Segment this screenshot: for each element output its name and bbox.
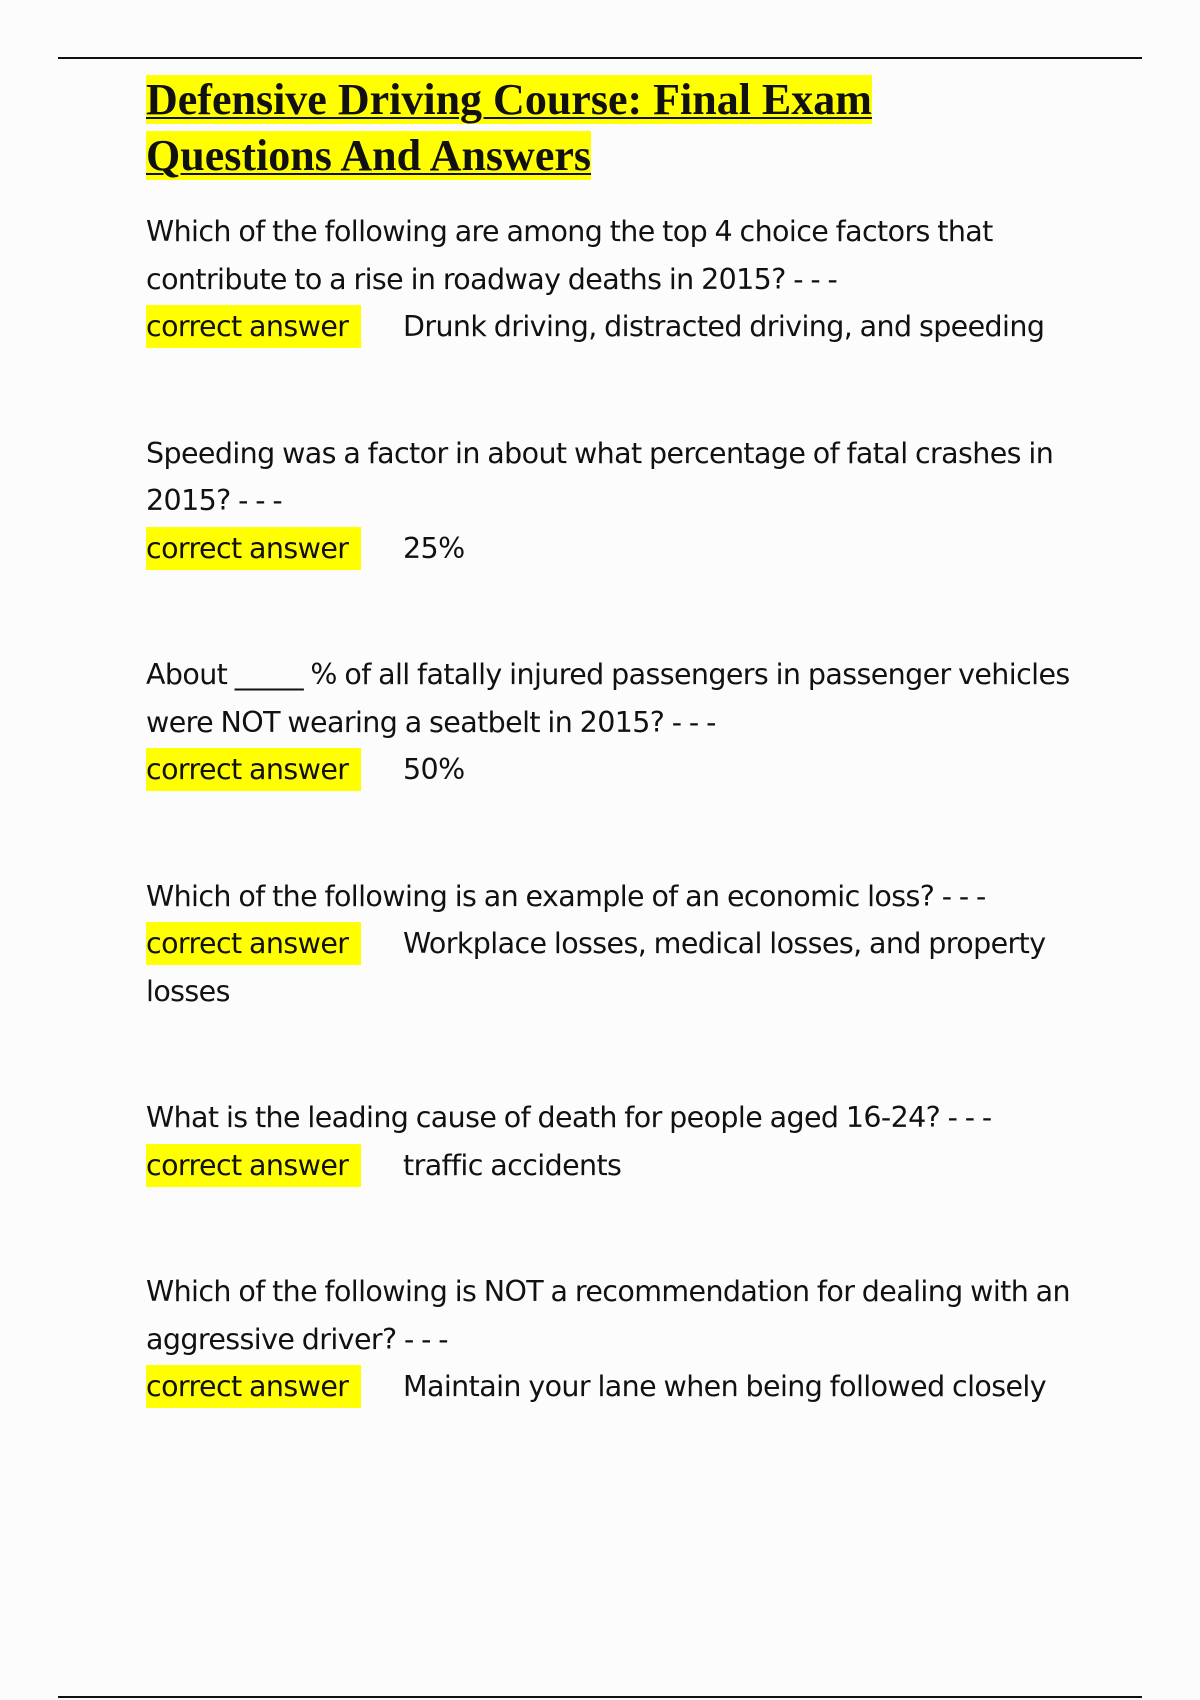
question-text: Which of the following are among the top 4 choice factors that contribute to a rise in roadway deaths in 2015? - - - — [146, 215, 993, 296]
correct-answer-tag: correct answer — [146, 527, 361, 570]
top-rule — [58, 57, 1142, 59]
bottom-rule — [58, 1696, 1142, 1698]
document-body — [146, 72, 1106, 1411]
answer-line — [146, 746, 1106, 794]
answer-line — [146, 1142, 1106, 1190]
correct-answer-tag: correct answer — [146, 1144, 361, 1187]
correct-answer-tag: correct answer — [146, 305, 361, 348]
question-text: Speeding was a factor in about what percentage of fatal crashes in 2015? - - - — [146, 436, 1054, 517]
answer-text: Drunk driving, distracted driving, and speeding — [403, 310, 1045, 343]
question-text: About _____ % of all fatally injured passengers in passenger vehicles were NOT wearing a seatbelt in 2015? - - - — [146, 658, 1070, 739]
answer-text: 50% — [403, 753, 465, 786]
correct-answer-tag: correct answer — [146, 1365, 361, 1408]
answer-text: Maintain your lane when being followed closely — [403, 1370, 1047, 1403]
question-text: What is the leading cause of death for people aged 16-24? - - - — [146, 1101, 992, 1134]
qa-item — [146, 208, 1106, 351]
question-text: Which of the following is an example of an economic loss? - - - — [146, 879, 986, 913]
answer-line — [146, 1363, 1106, 1411]
correct-answer-tag: correct answer — [146, 748, 361, 791]
answer-line — [146, 303, 1106, 351]
qa-item — [146, 1094, 1106, 1189]
answer-text: 25% — [403, 531, 465, 565]
title-line-2: Questions And Answers — [146, 131, 592, 180]
qa-item — [146, 873, 1106, 1016]
answer-line — [146, 525, 1106, 573]
qa-list — [146, 208, 1106, 1411]
qa-item — [146, 430, 1106, 573]
correct-answer-tag: correct answer — [146, 922, 361, 965]
answer-text: traffic accidents — [403, 1148, 622, 1182]
question-text: Which of the following is NOT a recommendation for dealing with an aggressive driver? - - - — [146, 1275, 1070, 1356]
page-title — [146, 72, 1106, 184]
qa-item — [146, 1268, 1106, 1411]
title-line-1: Defensive Driving Course: Final Exam — [146, 75, 872, 124]
answer-text: Workplace losses, medical losses, and property losses — [146, 927, 1046, 1008]
qa-item — [146, 651, 1106, 794]
answer-line — [146, 920, 1106, 1015]
